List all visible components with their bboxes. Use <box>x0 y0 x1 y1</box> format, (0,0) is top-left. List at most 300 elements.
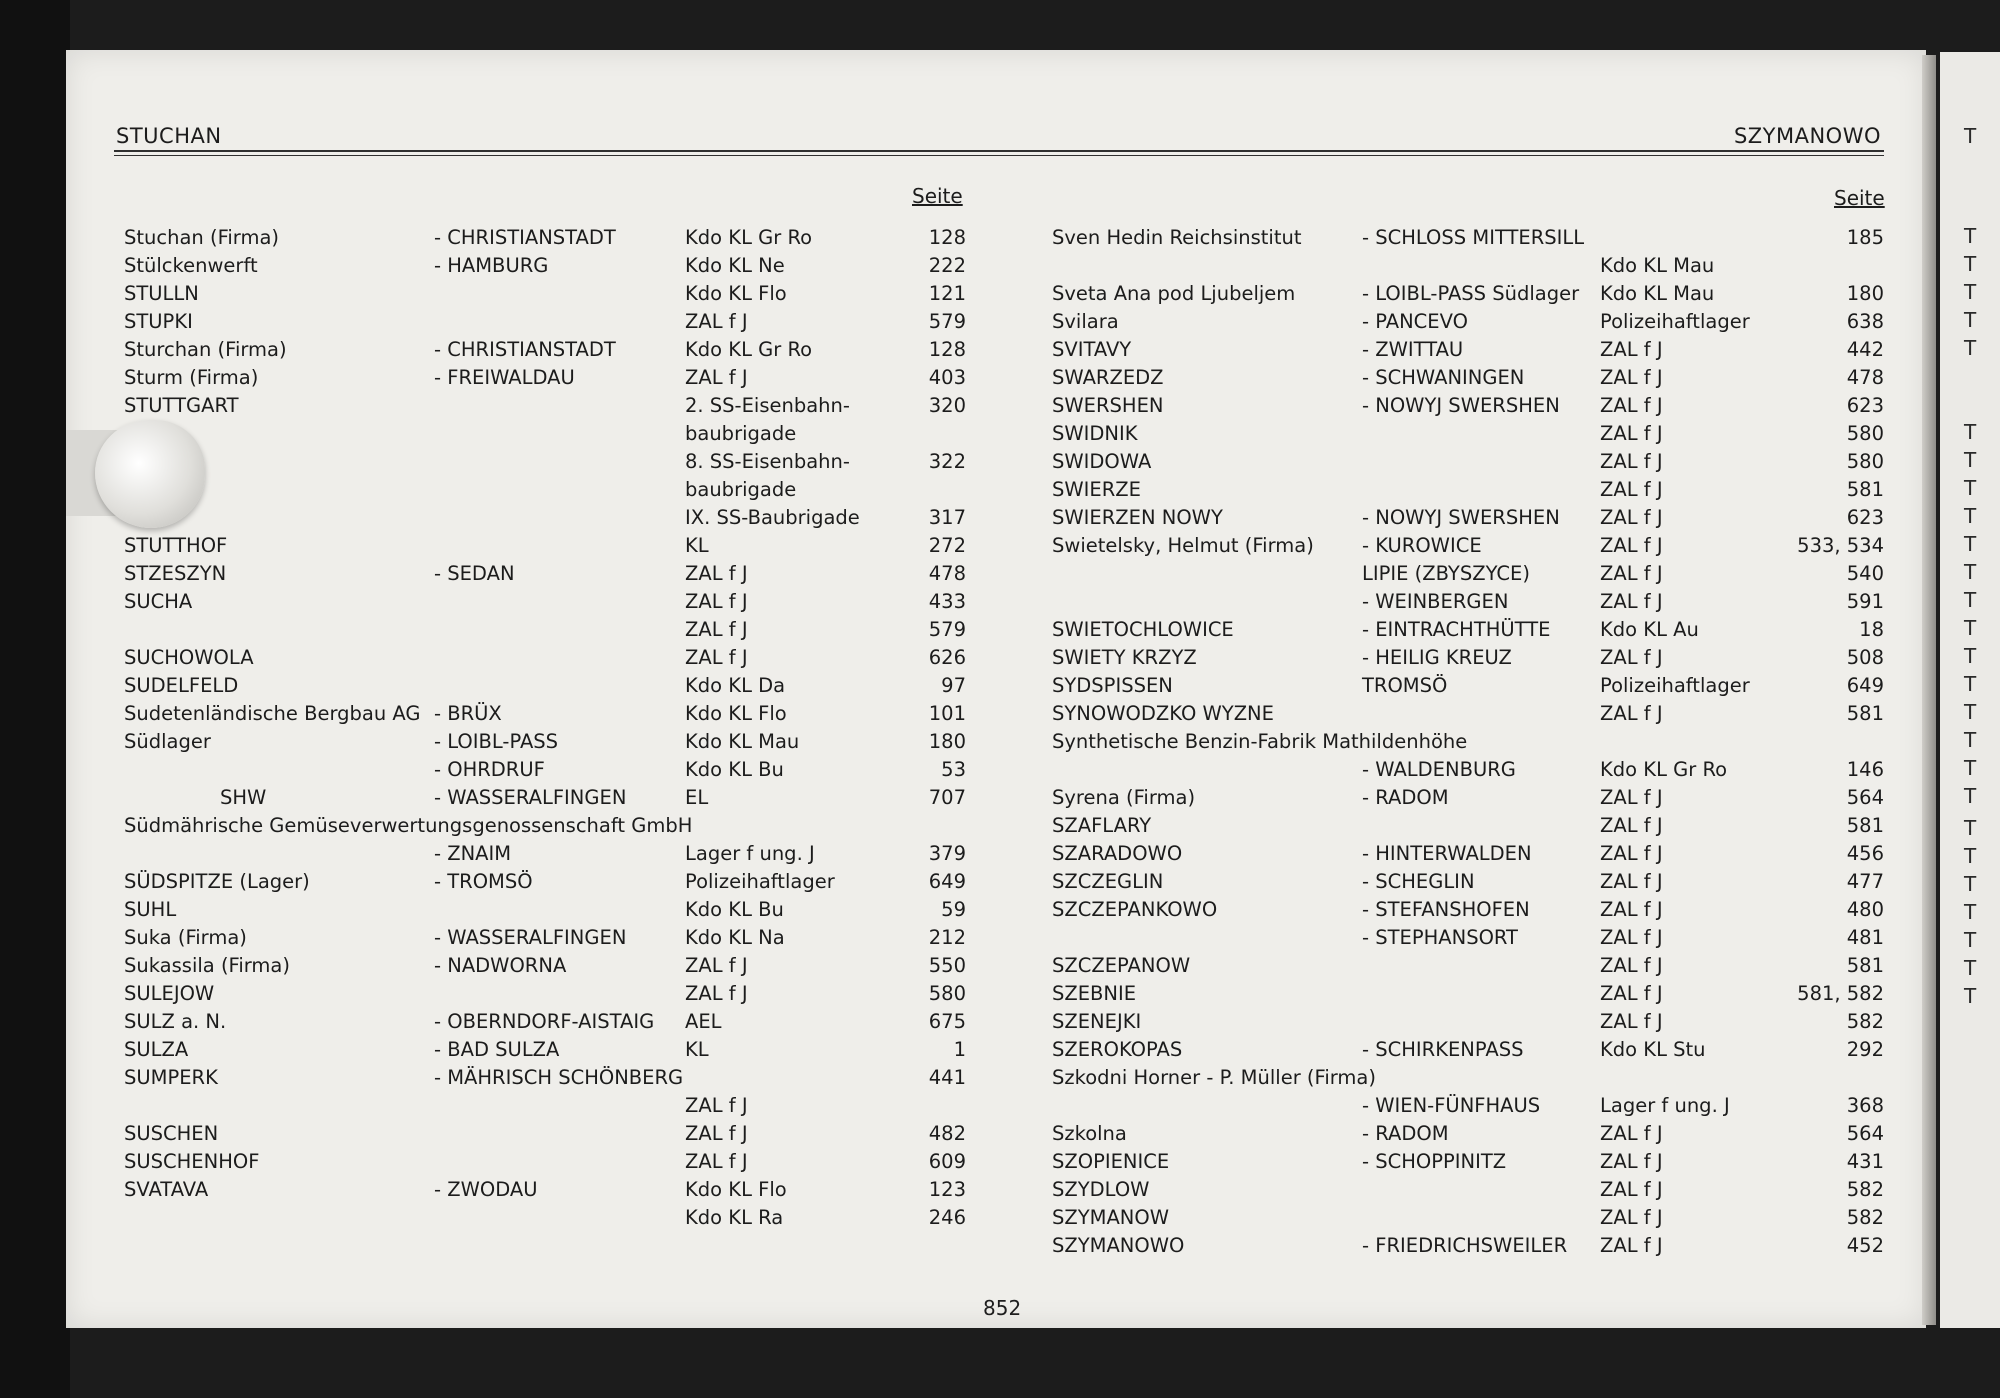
entry-camp-type: ZAL f J <box>1600 394 1663 417</box>
index-entry <box>0 672 2000 700</box>
entry-page-number: 675 <box>928 1010 966 1033</box>
index-entry <box>0 1064 2000 1092</box>
index-entry <box>0 1092 2000 1120</box>
entry-name: Südmährische Gemüseverwertungsgenossenschaft GmbH <box>124 814 693 837</box>
entry-page-number: 53 <box>941 758 966 781</box>
entry-camp-type: ZAL f J <box>685 982 748 1005</box>
index-entry <box>0 896 2000 924</box>
entry-location: - EINTRACHTHÜTTE <box>1362 618 1551 641</box>
entry-camp-type: ZAL f J <box>685 310 748 333</box>
entry-location: - ZNAIM <box>434 842 512 865</box>
entry-page-number: 431 <box>1846 1150 1884 1173</box>
entry-location: - WALDENBURG <box>1362 758 1516 781</box>
entry-camp-type: ZAL f J <box>685 954 748 977</box>
entry-page-number: 128 <box>928 338 966 361</box>
next-page-letter: T <box>1964 984 1977 1008</box>
entry-location: - FREIWALDAU <box>434 366 575 389</box>
index-entry <box>0 308 2000 336</box>
index-entry <box>0 644 2000 672</box>
seite-heading-right: Seite <box>1834 186 1885 210</box>
entry-camp-type: baubrigade <box>685 422 797 445</box>
index-entry <box>0 252 2000 280</box>
entry-location: - NADWORNA <box>434 954 567 977</box>
next-page-letter: T <box>1964 844 1977 868</box>
entry-name: SUMPERK <box>124 1066 218 1089</box>
entry-camp-type: ZAL f J <box>1600 1178 1663 1201</box>
entry-camp-type: Kdo KL Na <box>685 926 785 949</box>
next-page-letter: T <box>1964 728 1977 752</box>
entry-name: SZCZEGLIN <box>1052 870 1164 893</box>
entry-name: SZARADOWO <box>1052 842 1183 865</box>
index-entry <box>0 504 2000 532</box>
entry-camp-type: Kdo KL Stu <box>1600 1038 1706 1061</box>
entry-location: - SCHEGLIN <box>1362 870 1475 893</box>
entry-location: - SCHOPPINITZ <box>1362 1150 1507 1173</box>
entry-page-number: 580 <box>1846 450 1884 473</box>
entry-page-number: 368 <box>1846 1094 1884 1117</box>
entry-page-number: 480 <box>1846 898 1884 921</box>
entry-name: Syrena (Firma) <box>1052 786 1196 809</box>
entry-name: SZYMANOWO <box>1052 1234 1185 1257</box>
entry-page-number: 441 <box>928 1066 966 1089</box>
entry-location: - LOIBL-PASS Südlager <box>1362 282 1580 305</box>
entry-page-number: 433 <box>928 590 966 613</box>
entry-page-number: 322 <box>928 450 966 473</box>
entry-page-number: 442 <box>1846 338 1884 361</box>
entry-camp-type: Kdo KL Flo <box>685 702 787 725</box>
entry-name: SZAFLARY <box>1052 814 1152 837</box>
index-entry <box>0 952 2000 980</box>
next-page-letter: T <box>1964 616 1977 640</box>
entry-camp-type: ZAL f J <box>1600 870 1663 893</box>
entry-camp-type: ZAL f J <box>1600 954 1663 977</box>
entry-page-number: 581 <box>1846 814 1884 837</box>
entry-name: SUDELFELD <box>124 674 239 697</box>
entry-camp-type: ZAL f J <box>1600 562 1663 585</box>
entry-page-number: 212 <box>928 926 966 949</box>
entry-location: - OBERNDORF-AISTAIG <box>434 1010 655 1033</box>
entry-page-number: 649 <box>928 870 966 893</box>
index-entry <box>0 756 2000 784</box>
entry-name: SWIETY KRZYZ <box>1052 646 1197 669</box>
next-page-letter: T <box>1964 124 1977 148</box>
entry-camp-type: ZAL f J <box>685 1150 748 1173</box>
entry-camp-type: Kdo KL Mau <box>685 730 800 753</box>
index-entry <box>0 476 2000 504</box>
entry-name: Suka (Firma) <box>124 926 247 949</box>
entry-location: - WASSERALFINGEN <box>434 786 627 809</box>
entry-location: - CHRISTIANSTADT <box>434 226 616 249</box>
entry-name: SZCZEPANKOWO <box>1052 898 1218 921</box>
entry-page-number: 626 <box>928 646 966 669</box>
seite-heading-left: Seite <box>912 184 963 208</box>
entry-name: SUCHA <box>124 590 193 613</box>
entry-location: LIPIE (ZBYSZYCE) <box>1362 562 1530 585</box>
next-page-letter: T <box>1964 560 1977 584</box>
entry-name: Szkolna <box>1052 1122 1127 1145</box>
entry-page-number: 581 <box>1846 954 1884 977</box>
entry-location: - WASSERALFINGEN <box>434 926 627 949</box>
entry-page-number: 508 <box>1846 646 1884 669</box>
entry-camp-type: ZAL f J <box>1600 450 1663 473</box>
entry-name: Sukassila (Firma) <box>124 954 290 977</box>
entry-name: Synthetische Benzin-Fabrik Mathildenhöhe <box>1052 730 1468 753</box>
entry-camp-type: ZAL f J <box>1600 842 1663 865</box>
entry-name: SYNOWODZKO WYZNE <box>1052 702 1274 725</box>
entry-name: SWIDNIK <box>1052 422 1138 445</box>
entry-camp-type: Kdo KL Ne <box>685 254 785 277</box>
index-entry <box>0 700 2000 728</box>
entry-camp-type: ZAL f J <box>1600 1234 1663 1257</box>
entry-page-number: 477 <box>1846 870 1884 893</box>
entry-page-number: 222 <box>928 254 966 277</box>
entry-name: SULZA <box>124 1038 189 1061</box>
entry-page-number: 581 <box>1846 702 1884 725</box>
entry-camp-type: Kdo KL Mau <box>1600 282 1715 305</box>
entry-camp-type: Kdo KL Bu <box>685 758 784 781</box>
next-page-letter: T <box>1964 956 1977 980</box>
next-page-letter: T <box>1964 532 1977 556</box>
index-entry <box>0 1120 2000 1148</box>
entry-camp-type: ZAL f J <box>1600 926 1663 949</box>
entry-name: SWERSHEN <box>1052 394 1164 417</box>
entry-camp-type: ZAL f J <box>1600 1206 1663 1229</box>
entry-name: Sudetenländische Bergbau AG <box>124 702 421 725</box>
index-entry <box>0 840 2000 868</box>
index-entry <box>0 784 2000 812</box>
index-entry <box>0 420 2000 448</box>
entry-camp-type: ZAL f J <box>685 1094 748 1117</box>
entry-page-number: 101 <box>928 702 966 725</box>
next-page-letter: T <box>1964 252 1977 276</box>
entry-name: SZENEJKI <box>1052 1010 1142 1033</box>
next-page-letter: T <box>1964 420 1977 444</box>
entry-camp-type: ZAL f J <box>1600 814 1663 837</box>
entry-page-number: 582 <box>1846 1206 1884 1229</box>
entry-name: SYDSPISSEN <box>1052 674 1173 697</box>
entry-camp-type: Kdo KL Au <box>1600 618 1699 641</box>
next-page-letter: T <box>1964 308 1977 332</box>
entry-page-number: 564 <box>1846 1122 1884 1145</box>
entry-camp-type: Kdo KL Bu <box>685 898 784 921</box>
entry-name: SUHL <box>124 898 177 921</box>
entry-location: - RADOM <box>1362 1122 1449 1145</box>
entry-page-number: 582 <box>1846 1010 1884 1033</box>
entry-location: - SCHLOSS MITTERSILL <box>1362 226 1585 249</box>
entry-location: - PANCEVO <box>1362 310 1468 333</box>
entry-camp-type: Kdo KL Flo <box>685 1178 787 1201</box>
index-entry <box>0 924 2000 952</box>
entry-location: - HAMBURG <box>434 254 549 277</box>
entry-name: STUTTHOF <box>124 534 228 557</box>
entry-camp-type: Polizeihaftlager <box>685 870 835 893</box>
entry-camp-type: KL <box>685 534 709 557</box>
entry-camp-type: ZAL f J <box>1600 338 1663 361</box>
entry-location: - SCHIRKENPASS <box>1362 1038 1524 1061</box>
index-entry <box>0 560 2000 588</box>
entry-camp-type: ZAL f J <box>1600 898 1663 921</box>
entry-location: - SEDAN <box>434 562 515 585</box>
index-entry <box>0 392 2000 420</box>
entry-camp-type: ZAL f J <box>685 562 748 585</box>
entry-page-number: 707 <box>928 786 966 809</box>
entry-page-number: 580 <box>1846 422 1884 445</box>
entry-page-number: 320 <box>928 394 966 417</box>
entry-location: - TROMSÖ <box>434 870 533 893</box>
entry-page-number: 482 <box>928 1122 966 1145</box>
index-entry <box>0 812 2000 840</box>
entry-name: Stülckenwerft <box>124 254 258 277</box>
entry-location: - STEPHANSORT <box>1362 926 1518 949</box>
page-number: 852 <box>983 1296 1022 1320</box>
entry-page-number: 59 <box>941 898 966 921</box>
entry-camp-type: ZAL f J <box>1600 646 1663 669</box>
entry-name: SULZ a. N. <box>124 1010 227 1033</box>
entry-page-number: 623 <box>1846 394 1884 417</box>
entry-page-number: 582 <box>1846 1178 1884 1201</box>
entry-location: - FRIEDRICHSWEILER <box>1362 1234 1568 1257</box>
entry-camp-type: ZAL f J <box>1600 478 1663 501</box>
entry-name: SVATAVA <box>124 1178 209 1201</box>
next-page-letter: T <box>1964 672 1977 696</box>
entry-page-number: 609 <box>928 1150 966 1173</box>
entry-page-number: 180 <box>1846 282 1884 305</box>
entry-name: STZESZYN <box>124 562 227 585</box>
entry-name: SUCHOWOLA <box>124 646 254 669</box>
next-page-letter: T <box>1964 872 1977 896</box>
next-page-letter: T <box>1964 784 1977 808</box>
next-page-letter: T <box>1964 448 1977 472</box>
entry-location: - ZWODAU <box>434 1178 538 1201</box>
entry-name: Südlager <box>124 730 211 753</box>
index-entry <box>0 868 2000 896</box>
index-entry <box>0 980 2000 1008</box>
index-entry <box>0 1204 2000 1232</box>
index-entry <box>0 336 2000 364</box>
entry-location: - ZWITTAU <box>1362 338 1464 361</box>
entry-location: - LOIBL-PASS <box>434 730 559 753</box>
entry-page-number: 540 <box>1846 562 1884 585</box>
entry-name: SUSCHENHOF <box>124 1150 260 1173</box>
running-head-right: SZYMANOWO <box>1733 124 1881 148</box>
entry-page-number: 456 <box>1846 842 1884 865</box>
entry-page-number: 185 <box>1846 226 1884 249</box>
entry-location: - RADOM <box>1362 786 1449 809</box>
entry-location: - CHRISTIANSTADT <box>434 338 616 361</box>
next-page-letter: T <box>1964 644 1977 668</box>
entry-camp-type: Polizeihaftlager <box>1600 674 1750 697</box>
entry-camp-type: Lager f ung. J <box>685 842 815 865</box>
entry-camp-type: ZAL f J <box>1600 1150 1663 1173</box>
entry-name: Sveta Ana pod Ljubeljem <box>1052 282 1296 305</box>
entry-camp-type: Kdo KL Gr Ro <box>1600 758 1728 781</box>
entry-camp-type: 8. SS-Eisenbahn- <box>685 450 850 473</box>
entry-camp-type: IX. SS-Baubrigade <box>685 506 860 529</box>
entry-name: STULLN <box>124 282 199 305</box>
next-page-letter: T <box>1964 476 1977 500</box>
entry-page-number: 246 <box>928 1206 966 1229</box>
entry-page-number: 581 <box>1846 478 1884 501</box>
next-page-letter: T <box>1964 504 1977 528</box>
index-entry <box>0 1036 2000 1064</box>
entry-location: - OHRDRUF <box>434 758 545 781</box>
entry-page-number: 180 <box>928 730 966 753</box>
entry-camp-type: ZAL f J <box>1600 1010 1663 1033</box>
entry-name: SWIDOWA <box>1052 450 1152 473</box>
entry-name: Stuchan (Firma) <box>124 226 280 249</box>
entry-camp-type: ZAL f J <box>685 646 748 669</box>
entry-page-number: 403 <box>928 366 966 389</box>
entry-camp-type: EL <box>685 786 709 809</box>
entry-location: - STEFANSHOFEN <box>1362 898 1530 921</box>
entry-name: SULEJOW <box>124 982 215 1005</box>
entry-page-number: 121 <box>928 282 966 305</box>
entry-location: - SCHWANINGEN <box>1362 366 1525 389</box>
entry-camp-type: Kdo KL Flo <box>685 282 787 305</box>
entry-name: SWIERZEN NOWY <box>1052 506 1223 529</box>
entry-camp-type: ZAL f J <box>1600 786 1663 809</box>
entry-camp-type: ZAL f J <box>685 366 748 389</box>
next-page-letter: T <box>1964 756 1977 780</box>
entry-page-number: 272 <box>928 534 966 557</box>
entry-camp-type: KL <box>685 1038 709 1061</box>
entry-page-number: 550 <box>928 954 966 977</box>
next-page-letter: T <box>1964 700 1977 724</box>
entry-page-number: 481 <box>1846 926 1884 949</box>
index-entry <box>0 588 2000 616</box>
index-entry <box>0 448 2000 476</box>
entry-camp-type: Kdo KL Gr Ro <box>685 338 813 361</box>
entry-page-number: 623 <box>1846 506 1884 529</box>
entry-camp-type: ZAL f J <box>1600 590 1663 613</box>
next-page-letter: T <box>1964 224 1977 248</box>
entry-name: SUSCHEN <box>124 1122 219 1145</box>
entry-name: SZOPIENICE <box>1052 1150 1170 1173</box>
entry-camp-type: Kdo KL Mau <box>1600 254 1715 277</box>
entry-name: SHW <box>220 786 267 809</box>
entry-location: - MÄHRISCH SCHÖNBERG <box>434 1066 684 1089</box>
entry-name: SÜDSPITZE (Lager) <box>124 870 310 893</box>
entry-location: - WIEN-FÜNFHAUS <box>1362 1094 1541 1117</box>
entry-camp-type: AEL <box>685 1010 722 1033</box>
entry-page-number: 146 <box>1846 758 1884 781</box>
entry-name: Svilara <box>1052 310 1119 333</box>
entry-page-number: 533, 534 <box>1797 534 1884 557</box>
entry-camp-type: Kdo KL Gr Ro <box>685 226 813 249</box>
entry-page-number: 579 <box>928 618 966 641</box>
next-page-letter: T <box>1964 588 1977 612</box>
index-entry <box>0 1232 2000 1260</box>
entry-page-number: 1 <box>953 1038 966 1061</box>
entry-camp-type: ZAL f J <box>685 590 748 613</box>
entry-camp-type: ZAL f J <box>1600 366 1663 389</box>
entry-location: - KUROWICE <box>1362 534 1482 557</box>
entry-location: TROMSÖ <box>1362 674 1448 697</box>
next-page-letter: T <box>1964 928 1977 952</box>
entry-name: Sturm (Firma) <box>124 366 259 389</box>
entry-page-number: 649 <box>1846 674 1884 697</box>
entry-camp-type: ZAL f J <box>1600 982 1663 1005</box>
entry-location: - HEILIG KREUZ <box>1362 646 1512 669</box>
entry-location: - WEINBERGEN <box>1362 590 1509 613</box>
entry-name: SZEBNIE <box>1052 982 1137 1005</box>
entry-location: - NOWYJ SWERSHEN <box>1362 506 1560 529</box>
entry-location: - NOWYJ SWERSHEN <box>1362 394 1560 417</box>
index-entry <box>0 280 2000 308</box>
index-entry <box>0 1176 2000 1204</box>
entry-camp-type: ZAL f J <box>685 618 748 641</box>
entry-page-number: 564 <box>1846 786 1884 809</box>
entry-camp-type: ZAL f J <box>1600 506 1663 529</box>
entry-camp-type: Kdo KL Ra <box>685 1206 784 1229</box>
index-entry <box>0 364 2000 392</box>
entry-camp-type: Lager f ung. J <box>1600 1094 1730 1117</box>
entry-name: SWIETOCHLOWICE <box>1052 618 1234 641</box>
entry-name: Sven Hedin Reichsinstitut <box>1052 226 1302 249</box>
entry-page-number: 580 <box>928 982 966 1005</box>
entry-name: SVITAVY <box>1052 338 1132 361</box>
index-entry <box>0 616 2000 644</box>
entry-page-number: 18 <box>1859 618 1884 641</box>
entry-page-number: 579 <box>928 310 966 333</box>
index-entry <box>0 1148 2000 1176</box>
entry-camp-type: Kdo KL Da <box>685 674 786 697</box>
entry-name: SWIERZE <box>1052 478 1141 501</box>
entry-camp-type: ZAL f J <box>1600 702 1663 725</box>
entry-name: Swietelsky, Helmut (Firma) <box>1052 534 1314 557</box>
entry-page-number: 638 <box>1846 310 1884 333</box>
entry-name: SZCZEPANOW <box>1052 954 1191 977</box>
next-page-letter: T <box>1964 816 1977 840</box>
entry-name: Sturchan (Firma) <box>124 338 287 361</box>
entry-name: STUPKI <box>124 310 193 333</box>
entry-camp-type: ZAL f J <box>1600 1122 1663 1145</box>
entry-camp-type: 2. SS-Eisenbahn- <box>685 394 850 417</box>
entry-page-number: 452 <box>1846 1234 1884 1257</box>
entry-location: - HINTERWALDEN <box>1362 842 1532 865</box>
entry-name: SZYMANOW <box>1052 1206 1170 1229</box>
entry-camp-type: baubrigade <box>685 478 797 501</box>
entry-camp-type: ZAL f J <box>685 1122 748 1145</box>
entry-page-number: 478 <box>928 562 966 585</box>
index-entry <box>0 728 2000 756</box>
entry-name: SZEROKOPAS <box>1052 1038 1183 1061</box>
next-page-letter: T <box>1964 900 1977 924</box>
entry-page-number: 123 <box>928 1178 966 1201</box>
entry-page-number: 379 <box>928 842 966 865</box>
next-page-letter: T <box>1964 280 1977 304</box>
running-head-left: STUCHAN <box>116 124 222 148</box>
entry-page-number: 581, 582 <box>1797 982 1884 1005</box>
entry-camp-type: ZAL f J <box>1600 534 1663 557</box>
entry-camp-type: Polizeihaftlager <box>1600 310 1750 333</box>
entry-name: Szkodni Horner - P. Müller (Firma) <box>1052 1066 1376 1089</box>
entry-camp-type: ZAL f J <box>1600 422 1663 445</box>
entry-page-number: 97 <box>941 674 966 697</box>
entry-page-number: 478 <box>1846 366 1884 389</box>
entry-page-number: 317 <box>928 506 966 529</box>
entry-location: - BAD SULZA <box>434 1038 560 1061</box>
entry-page-number: 591 <box>1846 590 1884 613</box>
index-entry <box>0 1008 2000 1036</box>
entry-name: STUTTGART <box>124 394 239 417</box>
entry-location: - BRÜX <box>434 702 502 725</box>
entry-name: SWARZEDZ <box>1052 366 1164 389</box>
index-entry <box>0 532 2000 560</box>
entry-name: SZYDLOW <box>1052 1178 1150 1201</box>
next-page-letter: T <box>1964 336 1977 360</box>
entry-page-number: 292 <box>1846 1038 1884 1061</box>
